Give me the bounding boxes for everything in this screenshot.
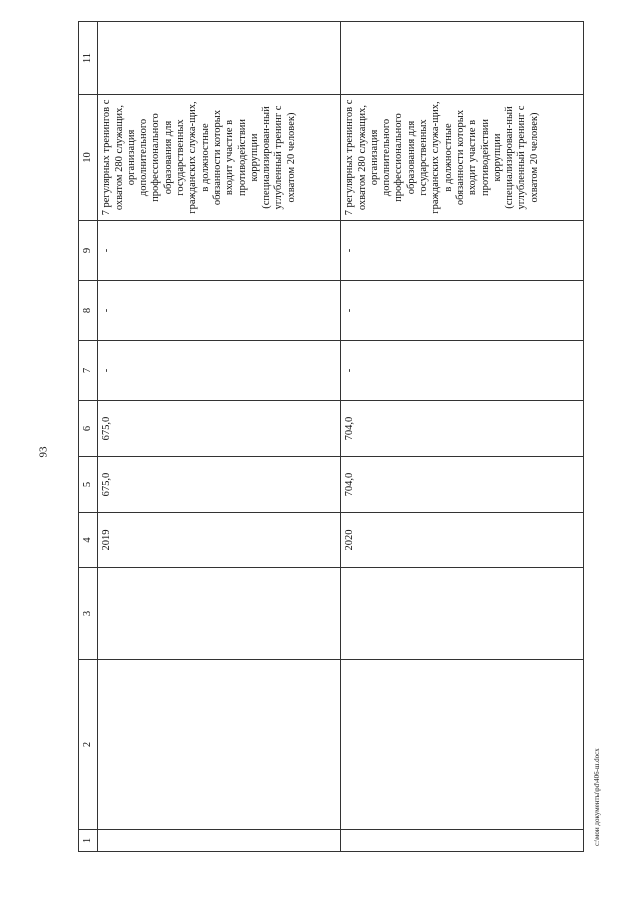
cell-col8: - — [341, 281, 584, 341]
column-number-row — [79, 22, 98, 852]
cell-empty — [341, 568, 584, 660]
cell-description: 7 регулярных тренингов с охватом 280 служащих, организация дополнительного профессионального образования для государственных гражданских служа-щих, в должностные обязанности которых входит участие в противодействии коррупции (специализирован-ный углубленный тренинг с охватом 20 человек) — [341, 95, 584, 221]
col-number-9: 9 — [79, 221, 98, 281]
page-number: 93 — [37, 446, 50, 458]
table-row — [341, 22, 584, 852]
col-number-11: 11 — [79, 22, 98, 95]
col-number-3: 3 — [79, 568, 98, 660]
cell-col6: 675,0 — [98, 401, 341, 457]
col-number-8: 8 — [79, 281, 98, 341]
col-number-5: 5 — [79, 457, 98, 513]
cell-col6: 704,0 — [341, 401, 584, 457]
cell-year: 2020 — [341, 513, 584, 568]
cell-empty — [98, 660, 341, 830]
cell-empty — [98, 830, 341, 852]
cell-empty — [98, 568, 341, 660]
program-table — [78, 21, 584, 852]
col-number-10: 10 — [79, 95, 98, 221]
cell-col7: - — [341, 341, 584, 401]
col-number-6: 6 — [79, 401, 98, 457]
cell-description: 7 регулярных тренингов с охватом 280 служащих, организация дополнительного профессионального образования для государственных гражданских служа-щих, в должностные обязанности которых входит участие в противодействии коррупции (специализирован-ный углубленный тренинг с охватом 20 человек) — [98, 95, 341, 221]
rotated-table — [78, 22, 568, 852]
cell-empty — [341, 660, 584, 830]
col-number-7: 7 — [79, 341, 98, 401]
cell-col8: - — [98, 281, 341, 341]
table-row — [98, 22, 341, 852]
cell-col5: 675,0 — [98, 457, 341, 513]
cell-empty — [341, 830, 584, 852]
footer-file-path: c:\мои документы\pd\406-ш.docx — [593, 748, 601, 846]
col-number-4: 4 — [79, 513, 98, 568]
cell-col9: - — [341, 221, 584, 281]
cell-empty — [98, 22, 341, 95]
cell-col9: - — [98, 221, 341, 281]
cell-col7: - — [98, 341, 341, 401]
cell-empty — [341, 22, 584, 95]
cell-year: 2019 — [98, 513, 341, 568]
col-number-1: 1 — [79, 830, 98, 852]
cell-col5: 704,0 — [341, 457, 584, 513]
col-number-2: 2 — [79, 660, 98, 830]
